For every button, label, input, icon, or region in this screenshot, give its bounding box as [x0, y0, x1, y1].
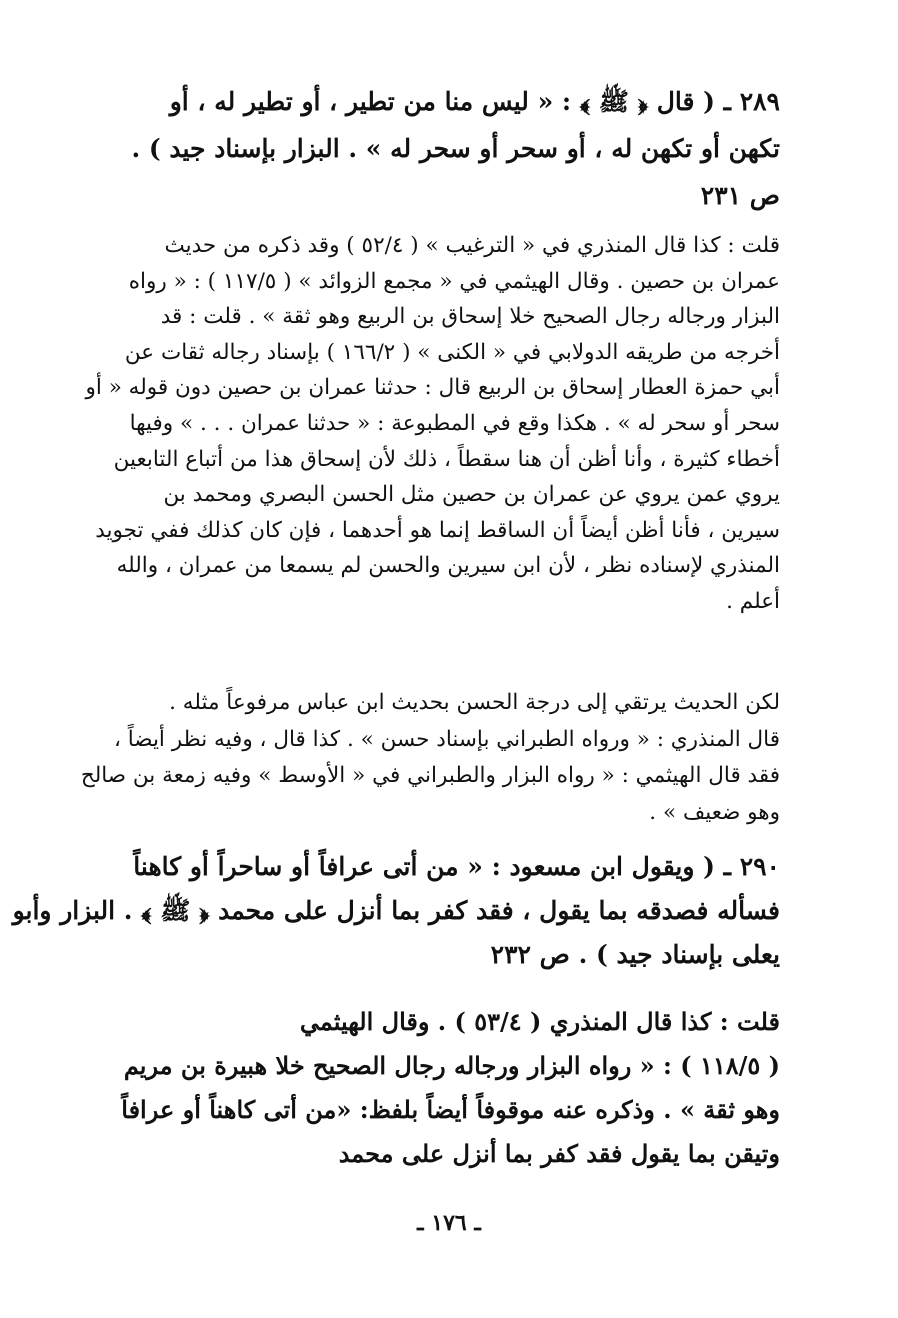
text-line: أخطاء كثيرة ، وأنا أظن أن هنا سقطاً ، ذلك لأن إسحاق هذا من أتباع التابعين	[113, 446, 780, 472]
commentary-289	[85, 228, 780, 620]
hadith-289	[100, 78, 780, 219]
text-line: ص ٢٣١	[700, 181, 780, 210]
text-line: قال المنذري : « ورواه الطبراني بإسناد حسن » . كذا قال ، وفيه نظر أيضاً ،	[113, 726, 780, 752]
text-line: وتيقن بما يقول فقد كفر بما أنزل على محمد	[338, 1139, 780, 1168]
text-line: أعلم .	[726, 588, 780, 614]
text-line: قلت : كذا قال المنذري في « الترغيب » ( ٥٢/٤ ) وقد ذكره من حديث	[164, 233, 780, 258]
text-line: وهو ضعيف » .	[649, 799, 780, 825]
text-line: تكهن أو تكهن له ، أو سحر أو سحر له » . البزار بإسناد جيد ) .	[131, 134, 780, 163]
text-line: أخرجه من طريقه الدولابي في « الكنى » ( ١٦٦/٢ ) بإسناد رجاله ثقات عن	[124, 339, 780, 365]
text-line: ٢٩٠ ـ ( ويقول ابن مسعود : « من أتى عرافاً أو ساحراً أو كاهناً	[133, 852, 780, 881]
text-line: سيرين ، فأنا أظن أيضاً أن الساقط إنما هو أحدهما ، فإن كان كذلك ففي تجويد	[95, 517, 780, 543]
text-line: فسأله فصدقه بما يقول ، فقد كفر بما أنزل على محمد ﴿ ﷺ ﴾ . البزار وأبو	[12, 896, 780, 925]
commentary-289-continued	[80, 685, 780, 831]
text-line: يعلى بإسناد جيد ) . ص ٢٣٢	[490, 940, 780, 969]
text-line: لكن الحديث يرتقي إلى درجة الحسن بحديث ابن عباس مرفوعاً مثله .	[169, 690, 780, 715]
hadith-290	[12, 845, 780, 977]
text-line: البزار ورجاله رجال الصحيح خلا إسحاق بن الربيع وهو ثقة » . قلت : قد	[160, 304, 780, 330]
page-number: ـ ١٧٦ ـ	[417, 1210, 481, 1236]
text-line: سحر أو سحر له » . هكذا وقع في المطبوعة : « حدثنا عمران . . . » وفيها	[129, 410, 780, 436]
text-line: فقد قال الهيثمي : « رواه البزار والطبراني في « الأوسط » وفيه زمعة بن صالح	[80, 763, 780, 788]
text-line: ( ١١٨/٥ ) : « رواه البزار ورجاله رجال الصحيح خلا هبيرة بن مريم	[123, 1051, 780, 1080]
text-line: ٢٨٩ ـ ( قال ﴿ ﷺ ﴾ : « ليس منا من تطير ، أو تطير له ، أو	[169, 87, 780, 116]
text-line: قلت : كذا قال المنذري ( ٥٣/٤ ) . وقال الهيثمي	[299, 1007, 780, 1036]
text-line: أبي حمزة العطار إسحاق بن الربيع قال : حدثنا عمران بن حصين دون قوله « أو	[85, 375, 780, 401]
text-line: وهو ثقة » . وذكره عنه موقوفاً أيضاً بلفظ: «من أتى كاهناً أو عرافاً	[121, 1095, 780, 1124]
text-line: عمران بن حصين . وقال الهيثمي في « مجمع الزوائد » ( ١١٧/٥ ) : « رواه	[128, 268, 780, 294]
text-line: المنذري لإسناده نظر ، لأن ابن سيرين والحسن لم يسمعا من عمران ، والله	[116, 553, 780, 579]
commentary-290	[100, 1000, 780, 1176]
text-line: يروي عمن يروي عن عمران بن حصين مثل الحسن البصري ومحمد بن	[163, 482, 780, 508]
